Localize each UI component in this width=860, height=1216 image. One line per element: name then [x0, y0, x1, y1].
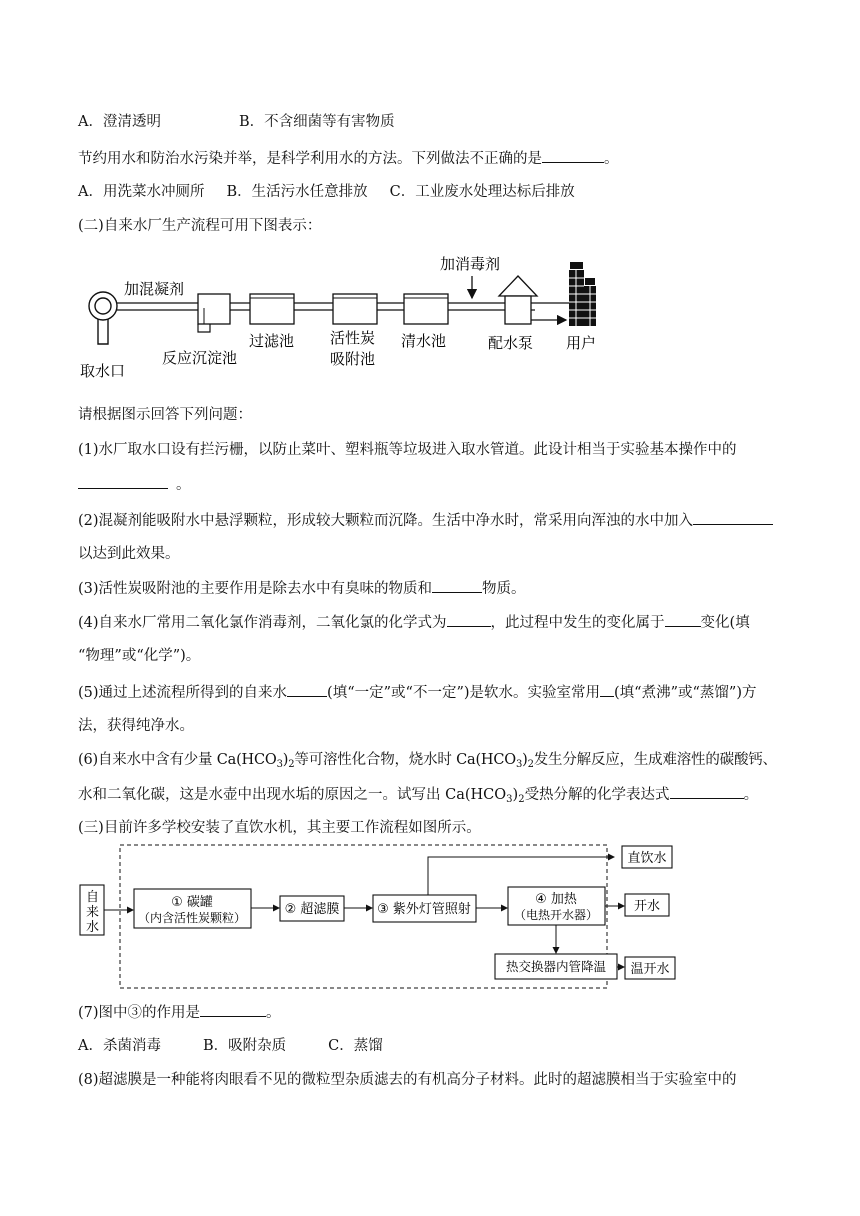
- option-row-save: [78, 182, 575, 202]
- option-b: B．生活污水任意排放: [226, 184, 368, 200]
- answer-blank-3[interactable]: [432, 578, 482, 593]
- user-buildings: [569, 262, 596, 326]
- uf-membrane-label: ② 超滤膜: [284, 902, 340, 917]
- answer-blank-4b[interactable]: [665, 612, 701, 627]
- answer-blank-2[interactable]: [693, 510, 773, 525]
- tap-water-char-1: 自: [86, 890, 100, 905]
- heater-label: ④ 加热: [535, 892, 577, 907]
- question-save-water: 节约用水和防治水污染并举，是科学利用水的方法。下列做法不正确的是 。: [78, 148, 619, 169]
- prompt: 请根据图示回答下列问题：: [78, 407, 252, 423]
- question-2-line-2: 以达到此效果。: [78, 546, 180, 562]
- boiled-water-label: 开水: [633, 899, 661, 914]
- uv-lamp-label: ③ 紫外灯管照射: [377, 902, 471, 917]
- question-5-line-1: (5)通过上述流程所得到的自来水 (填“一定”或“不一定”)是软水。实验室常用 (填“煮沸”或“蒸馏”)方: [78, 682, 756, 703]
- label-pump: 配水泵: [488, 334, 534, 352]
- heater-sublabel: （电热开水器）: [513, 908, 599, 922]
- question-4-line-2: “物理”或“化学”)。: [78, 648, 201, 664]
- question-1-line-1: (1)水厂取水口设有拦污栅，以防止菜叶、塑料瓶等垃圾进入取水管道。此设计相当于实验基本操作中的: [78, 442, 737, 458]
- option-row-clear: [78, 112, 395, 132]
- label-carbon-tank-1: 活性炭: [330, 329, 376, 347]
- option-a: A．用洗菜水冲厕所: [78, 184, 205, 200]
- answer-blank[interactable]: [542, 148, 604, 163]
- option-a: A．澄清透明: [78, 114, 161, 130]
- question-4-line-1: (4)自来水厂常用二氧化氯作消毒剂，二氧化氯的化学式为 ，此过程中发生的变化属于 变化(填: [78, 612, 750, 633]
- question-8: (8)超滤膜是一种能将肉眼看不见的微粒型杂质滤去的有机高分子材料。此时的超滤膜相当于实验室中的: [78, 1072, 737, 1088]
- reaction-tank-outlet: [198, 324, 210, 332]
- carbon-tank-sublabel: （内含活性炭颗粒）: [137, 911, 247, 925]
- question-5-line-2: 法，获得纯净水。: [78, 718, 194, 734]
- tap-water-char-3: 水: [86, 920, 100, 935]
- answer-blank-5b[interactable]: [600, 682, 614, 697]
- option-c: C．蒸馏: [328, 1038, 383, 1054]
- answer-blank-4a[interactable]: [447, 612, 491, 627]
- question-7: (7)图中③的作用是 。: [78, 1002, 281, 1023]
- drinking-water-diagram: [0, 840, 860, 990]
- question-6-line-2: 水和二氧化碳，这是水壶中出现水垢的原因之一。试写出 $Ca(HCO_3)_2$受热分解的化学表达式 。: [78, 784, 758, 805]
- option-b: B．不含细菌等有害物质: [238, 114, 395, 130]
- label-intake: 取水口: [80, 362, 126, 380]
- question-1-line-2: 。: [78, 474, 191, 495]
- pump-body: [505, 296, 531, 324]
- label-user: 用户: [566, 334, 597, 352]
- label-filter-tank: 过滤池: [249, 332, 295, 350]
- intake-stem: [98, 319, 108, 344]
- answer-blank-7[interactable]: [200, 1002, 266, 1017]
- answer-blank-1[interactable]: [78, 474, 168, 489]
- label-carbon-tank-2: 吸附池: [330, 350, 376, 368]
- intake-inner-circle: [95, 298, 111, 314]
- option-b: B．吸附杂质: [202, 1038, 287, 1054]
- reaction-tank: [198, 294, 230, 324]
- question-3: (3)活性炭吸附池的主要作用是除去水中有臭味的物质和 物质。: [78, 578, 526, 599]
- option-c: C．工业废水处理达标后排放: [389, 184, 575, 200]
- question-6-line-1: (6)自来水中含有少量 $Ca(HCO_3)_2$等可溶性化合物，烧水时 $Ca(HCO_3)_2$发生分解反应，生成难溶性的碳酸钙、: [78, 752, 777, 770]
- label-reaction-tank: 反应沉淀池: [162, 349, 238, 367]
- label-add-coagulant: 加混凝剂: [124, 280, 185, 298]
- warm-water-label: 温开水: [630, 962, 670, 977]
- water-plant-diagram: [0, 248, 860, 388]
- option-a: A．杀菌消毒: [78, 1038, 161, 1054]
- answer-blank-5a[interactable]: [287, 682, 327, 697]
- direct-water-label: 直饮水: [627, 851, 667, 866]
- section-3-heading: (三)目前许多学校安装了直饮水机，其主要工作流程如图所示。: [78, 820, 481, 836]
- heat-exchanger-label: 热交换器内管降温: [505, 959, 607, 974]
- pump-roof: [499, 276, 537, 296]
- section-2-heading: (二)自来水厂生产流程可用下图表示：: [78, 218, 322, 234]
- label-add-disinfectant: 加消毒剂: [440, 255, 501, 273]
- question-2-line-1: (2)混凝剂能吸附水中悬浮颗粒，形成较大颗粒而沉降。生活中净水时，常采用向浑浊的水中加入: [78, 510, 773, 531]
- carbon-tank-label: ① 碳罐: [171, 895, 213, 910]
- answer-blank-6[interactable]: [670, 784, 744, 799]
- intake-outer-circle: [89, 292, 117, 320]
- option-row-q7: [78, 1036, 383, 1056]
- tap-water-char-2: 来: [86, 905, 100, 920]
- label-clear-tank: 清水池: [401, 332, 447, 350]
